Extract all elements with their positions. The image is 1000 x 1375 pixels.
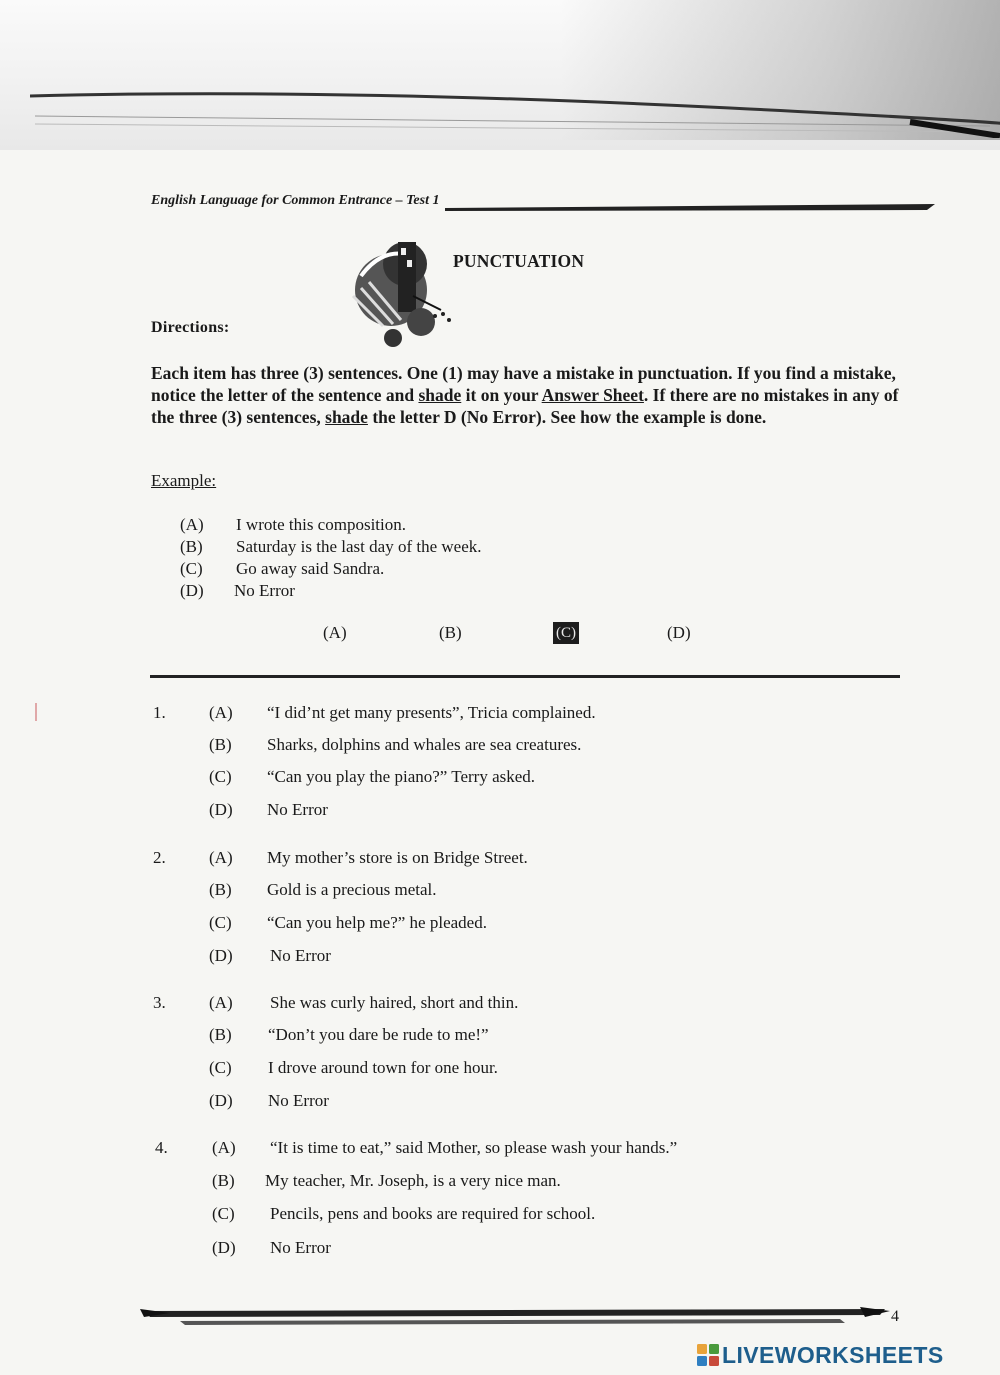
question-number: 2.: [153, 848, 166, 867]
option-text: No Error: [270, 946, 331, 965]
option-letter[interactable]: (B): [212, 1171, 235, 1190]
instructions-text: Each item has three (3) sentences. One (1) may have a mistake in punctuation. If you find a mistake, notice the letter of the sentence and: [151, 363, 896, 405]
shade-keyword: shade: [418, 385, 462, 405]
option-text: My teacher, Mr. Joseph, is a very nice man.: [265, 1171, 561, 1190]
example-option: [180, 537, 482, 557]
shade-keyword: shade: [325, 407, 368, 427]
option-letter: (A): [180, 515, 204, 534]
option-text: “Can you play the piano?” Terry asked.: [267, 767, 536, 786]
option-text: She was curly haired, short and thin.: [270, 993, 519, 1012]
page-number: 4: [891, 1308, 899, 1325]
option-letter[interactable]: (B): [209, 735, 232, 754]
option-letter[interactable]: (D): [212, 1238, 236, 1257]
example-answer-d[interactable]: (D): [667, 623, 691, 642]
option-text: No Error: [234, 581, 295, 600]
running-header: English Language for Common Entrance – Test 1: [151, 193, 440, 208]
option-letter[interactable]: (B): [209, 1025, 232, 1044]
option-letter[interactable]: (D): [209, 800, 233, 819]
question-number: 3.: [153, 993, 166, 1012]
option-letter[interactable]: (B): [209, 880, 232, 899]
option-text: No Error: [270, 1238, 331, 1257]
option-text: I wrote this composition.: [236, 515, 406, 534]
option-text: Gold is a precious metal.: [267, 880, 437, 899]
option-text: Go away said Sandra.: [236, 559, 385, 578]
option-letter: (B): [180, 537, 203, 556]
question-number: 4.: [155, 1138, 168, 1157]
option-letter: (C): [180, 559, 203, 578]
example-answer-b[interactable]: (B): [439, 623, 462, 642]
example-answer-a[interactable]: (A): [323, 623, 347, 642]
instructions-text: . If there are no mistakes in any of the three (3) sentences,: [151, 385, 899, 427]
watermark-text: LIVEWORKSHEETS: [722, 1341, 944, 1368]
example-answer-c-shaded[interactable]: (C): [553, 622, 579, 644]
option-letter[interactable]: (A): [209, 848, 233, 867]
option-letter[interactable]: (D): [209, 946, 233, 965]
option-text: Pencils, pens and books are required for school.: [270, 1204, 596, 1223]
option-text: I drove around town for one hour.: [268, 1058, 498, 1077]
instructions-text: the letter D (No Error). See how the example is done.: [367, 407, 767, 427]
option-text: No Error: [268, 1091, 329, 1110]
option-letter[interactable]: (D): [209, 1091, 233, 1110]
option-text: “It is time to eat,” said Mother, so please wash your hands.”: [270, 1138, 678, 1157]
punctuation-logo-icon: [343, 236, 455, 354]
option-letter[interactable]: (C): [209, 913, 232, 932]
page-title: PUNCTUATION: [453, 251, 585, 271]
example-option: [180, 515, 406, 535]
option-text: My mother’s store is on Bridge Street.: [267, 848, 528, 867]
page-fold-line: [30, 86, 1000, 138]
footer-rule: [140, 1303, 890, 1335]
example-option: [180, 581, 295, 601]
header-rule: [445, 198, 935, 214]
option-letter[interactable]: (C): [212, 1204, 235, 1223]
option-letter[interactable]: (A): [212, 1138, 236, 1157]
directions-label: Directions:: [151, 319, 230, 336]
margin-mark: [35, 703, 37, 721]
option-letter[interactable]: (C): [209, 767, 232, 786]
question-number: 1.: [153, 703, 166, 722]
liveworksheets-watermark[interactable]: [697, 1341, 944, 1369]
option-text: “Can you help me?” he pleaded.: [267, 913, 487, 932]
liveworksheets-logo-icon: [697, 1344, 719, 1366]
section-divider: [150, 675, 900, 678]
option-text: No Error: [267, 800, 328, 819]
answer-sheet-keyword: Answer Sheet: [541, 385, 644, 405]
option-text: “I did’nt get many presents”, Tricia complained.: [267, 703, 596, 722]
option-text: “Don’t you dare be rude to me!”: [268, 1025, 489, 1044]
example-option: [180, 559, 384, 579]
option-letter[interactable]: (A): [209, 993, 233, 1012]
option-text: Saturday is the last day of the week.: [236, 537, 482, 556]
option-letter[interactable]: (C): [209, 1058, 232, 1077]
option-letter[interactable]: (A): [209, 703, 233, 722]
instructions-paragraph: [151, 362, 911, 428]
option-letter: (D): [180, 581, 204, 600]
option-text: Sharks, dolphins and whales are sea creatures.: [267, 735, 582, 754]
example-label: Example:: [151, 471, 217, 490]
instructions-text: it on your: [461, 385, 542, 405]
